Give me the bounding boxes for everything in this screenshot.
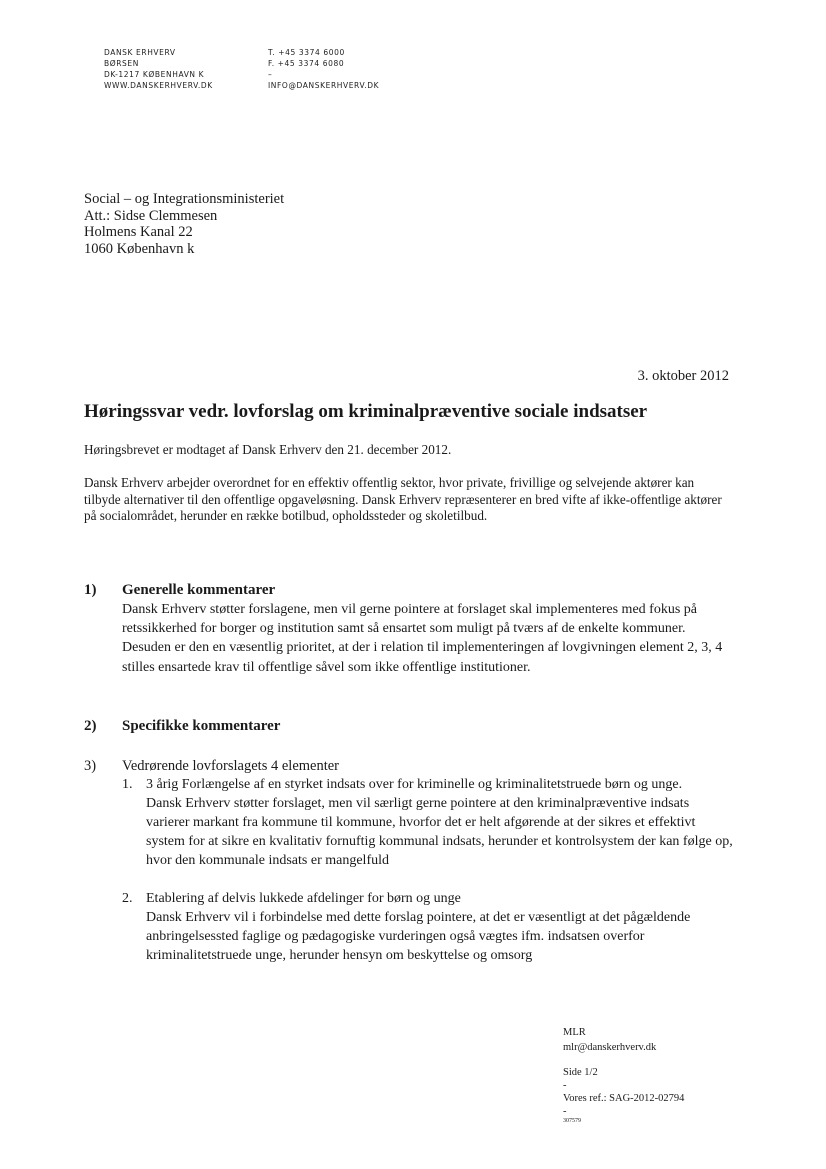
- item-title: Etablering af delvis lukkede afdelinger for børn og unge: [146, 891, 461, 906]
- item-body: Dansk Erhverv støtter forslaget, men vil særligt gerne pointere at den kriminalpræventive indsats varierer markant fra kommune til kommune, hvorfor det er helt afgørende at der sikres et effektivt system for at sikre en kvalitativ fornuftig kommunal indsats, herunder et kontrolsystem der kan følge op, hvor den kommunale indsats er mangelfuld: [146, 796, 733, 868]
- recipient-address: [84, 191, 284, 257]
- recipient-street: Holmens Kanal 22: [84, 224, 193, 240]
- section-specific: [84, 717, 744, 736]
- section-title: Specifikke kommentarer: [122, 718, 281, 734]
- list-item: [122, 775, 734, 870]
- footer-page-number: Side 1/2: [563, 1067, 598, 1078]
- item-content: [146, 889, 734, 965]
- section-number: 3): [84, 758, 97, 774]
- item-number: 2.: [122, 891, 133, 906]
- header-company: DANSK ERHVERV: [104, 48, 176, 57]
- footer-initials: MLR: [563, 1027, 586, 1038]
- footer-reference: Vores ref.: SAG-2012-02794: [563, 1093, 685, 1104]
- list-item: [122, 889, 734, 965]
- item-content: [146, 775, 734, 870]
- header-dash: –: [268, 70, 273, 79]
- header-building: BØRSEN: [104, 59, 139, 68]
- footer-dash: -: [563, 1106, 567, 1117]
- section-title: Generelle kommentarer: [122, 582, 276, 598]
- letter-footer: [563, 1025, 684, 1126]
- section-general: [84, 581, 744, 677]
- intro-paragraph: Dansk Erhverv arbejder overordnet for en effektiv offentlig sektor, hvor private, frivillige og selvejende aktører kan tilbyde alternativer til den offentlige opgaveløsning. Dansk Erhverv repræsenterer en bred vifte af ikke-offentlige aktører på socialområdet, herunder en række botilbud, opholdssteder og skoletilbud.: [84, 475, 722, 524]
- letter-date: 3. oktober 2012: [637, 368, 729, 384]
- recipient-attention: Att.: Sidse Clemmesen: [84, 207, 218, 224]
- section-heading: [84, 717, 744, 736]
- header-address: [104, 47, 213, 91]
- header-contact: [268, 47, 379, 91]
- section-body: Dansk Erhverv støtter forslagene, men vil gerne pointere at forslaget skal implementeres med fokus på retssikkerhed for borger og institution samt så ensartet som muligt på tværs af de enkelte kommuner. Desuden er den en væsentlig prioritet, at der i relation til implementeringen af lovgivningen element 2, 3, 4 stilles ensartede krav til offentlige såvel som ikke offentlige institutioner.: [122, 602, 723, 675]
- item-body: Dansk Erhverv vil i forbindelse med dette forslag pointere, at det er væsentligt at det pågældende anbringelsessted faglige og pædagogiske vurderingen også vægtes ifm. indsatsen overfor kriminalitetstruede unge, herunder hensyn om beskyttelse og omsorg: [146, 910, 691, 963]
- section-elements: [84, 757, 744, 965]
- header-phone: T. +45 3374 6000: [268, 48, 345, 57]
- footer-dash: -: [563, 1080, 567, 1091]
- page-title: Høringssvar vedr. lovforslag om kriminalpræventive sociale indsatser: [84, 401, 648, 422]
- section-number: 2): [84, 718, 97, 734]
- header-fax: F. +45 3374 6080: [268, 59, 345, 68]
- section-title: Vedrørende lovforslagets 4 elementer: [122, 758, 340, 774]
- header-email: INFO@DANSKERHVERV.DK: [268, 81, 380, 90]
- recipient-city: 1060 København k: [84, 240, 195, 257]
- section-number: 1): [84, 582, 97, 598]
- section-heading: [84, 581, 744, 600]
- section-heading: [84, 757, 744, 775]
- recipient-ministry: Social – og Integrationsministeriet: [84, 191, 285, 207]
- footer-doc-number: 307579: [563, 1118, 581, 1124]
- item-number: 1.: [122, 777, 133, 792]
- header-website: WWW.DANSKERHVERV.DK: [104, 81, 213, 90]
- received-paragraph: Høringsbrevet er modtaget af Dansk Erhverv den 21. december 2012.: [84, 442, 452, 457]
- header-postal: DK-1217 KØBENHAVN K: [104, 70, 205, 79]
- item-title: 3 årig Forlængelse af en styrket indsats over for kriminelle og kriminalitetstruede børn og unge.: [146, 777, 683, 792]
- footer-email: mlr@danskerhverv.dk: [563, 1042, 657, 1053]
